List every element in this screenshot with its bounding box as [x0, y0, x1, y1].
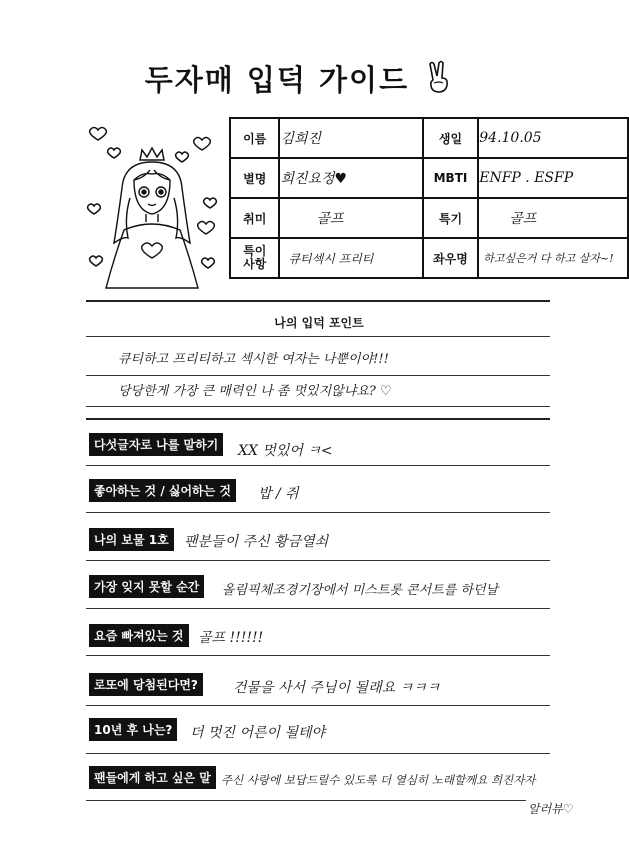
- nickname-label: 별명: [230, 158, 279, 198]
- hobby-value: 골프: [279, 198, 422, 238]
- profile-row: [230, 238, 628, 278]
- divider: [86, 800, 526, 801]
- birthday-label: 생일: [423, 118, 479, 158]
- question-label: 요즘 빠져있는 것: [89, 624, 189, 647]
- answer-text: 올림픽체조경기장에서 미스트롯 콘서트를 하던날: [222, 583, 499, 598]
- talent-value: 골프: [478, 198, 628, 238]
- divider: [86, 655, 550, 656]
- hobby-label: 취미: [230, 198, 279, 238]
- heart-icon: [202, 258, 215, 268]
- heart-icon: [88, 204, 101, 214]
- crown-icon: [140, 148, 164, 160]
- nickname-value: 희진요정♥: [279, 158, 422, 198]
- v-sign-hand-icon: [425, 60, 455, 94]
- answer-text: 더 멋진 어른이 될테야: [190, 725, 326, 741]
- motto-label: 좌우명: [423, 238, 479, 278]
- heart-icon: [108, 148, 121, 158]
- divider: [86, 560, 550, 561]
- heart-icon: [176, 152, 189, 162]
- heart-icon: [198, 222, 215, 235]
- profile-table: [229, 117, 629, 279]
- answer-text: XX 멋있어 ㅋ<: [238, 443, 333, 459]
- divider: [86, 608, 550, 609]
- special-label: [230, 238, 279, 278]
- birthday-value: 94.10.05: [478, 118, 628, 158]
- divider: [86, 705, 550, 706]
- points-title: 나의 입덕 포인트: [274, 316, 364, 330]
- question-label: 10년 후 나는?: [89, 718, 177, 741]
- question-label: 팬들에게 하고 싶은 말: [89, 766, 216, 789]
- name-value: 김희진: [279, 118, 422, 158]
- question-label: 가장 잊지 못할 순간: [89, 575, 204, 598]
- title-text: 두자매 입덕 가이드: [144, 63, 410, 97]
- divider: [86, 418, 550, 420]
- answer-text: 골프 !!!!!!: [198, 630, 264, 646]
- heart-icon: [90, 128, 107, 141]
- answer-text: 밥 / 쥐: [258, 486, 299, 502]
- question-label: 나의 보물 1호: [89, 528, 174, 551]
- profile-row: [230, 198, 628, 238]
- answer-text-continued: 알러뷰♡: [528, 802, 574, 816]
- mbti-label: MBTI: [423, 158, 479, 198]
- profile-row: [230, 158, 628, 198]
- answer-text: 팬분들이 주신 황금열쇠: [184, 534, 329, 550]
- divider: [86, 465, 550, 466]
- points-line-1: 큐티하고 프리티하고 섹시한 여자는 나뿐이야!!!: [118, 352, 389, 367]
- profile-row: [230, 118, 628, 158]
- heart-icon: [204, 198, 217, 208]
- divider: [86, 512, 550, 513]
- motto-value: 하고싶은거 다 하고 살자~!: [478, 238, 628, 278]
- divider: [86, 406, 550, 407]
- question-label: 로또에 당첨된다면?: [89, 673, 203, 696]
- answer-text: 주신 사랑에 보답드릴수 있도록 더 열심히 노래할께요 희진자자: [221, 773, 536, 787]
- portrait-drawing: [84, 118, 224, 290]
- question-label: 좋아하는 것 / 싫어하는 것: [89, 479, 236, 502]
- divider: [86, 753, 550, 754]
- name-label: 이름: [230, 118, 279, 158]
- answer-text: 건물을 사서 주님이 될래요 ㅋㅋㅋ: [233, 680, 441, 696]
- page-title: [0, 58, 600, 99]
- special-label-line2: 사항: [243, 257, 267, 271]
- divider: [86, 336, 550, 337]
- special-label-line1: 특이: [243, 244, 267, 258]
- question-label: 다섯글자로 나를 말하기: [89, 433, 223, 456]
- divider: [86, 375, 550, 376]
- heart-icon: [194, 138, 211, 151]
- special-value: 큐티섹시 프리티: [279, 238, 422, 278]
- mbti-value: ENFP . ESFP: [478, 158, 628, 198]
- points-line-2: 당당한게 가장 큰 매력인 나 좀 멋있지않냐요? ♡: [118, 384, 392, 399]
- talent-label: 특기: [423, 198, 479, 238]
- divider: [86, 300, 550, 302]
- heart-icon: [90, 256, 103, 266]
